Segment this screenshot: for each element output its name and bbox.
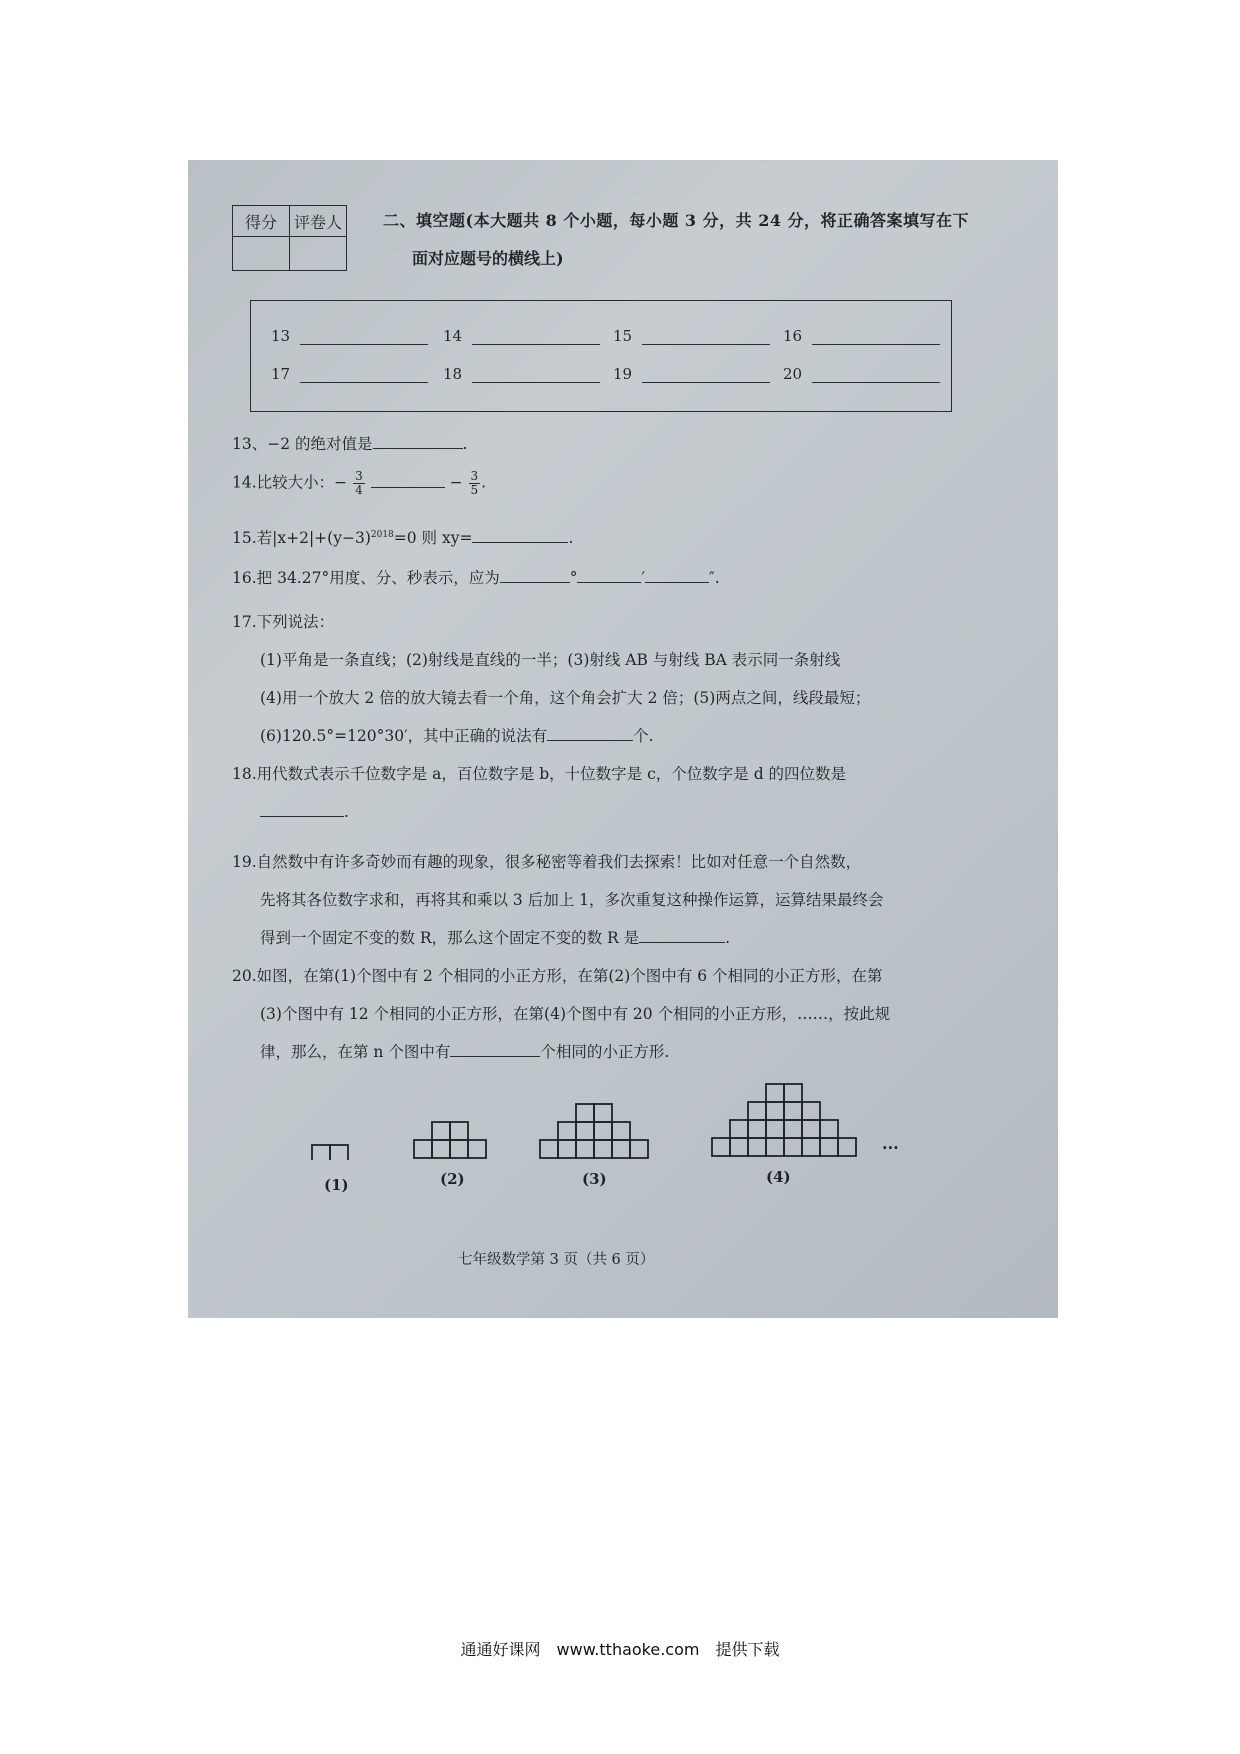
small-square [558,1122,576,1140]
question-18-line-2: . [260,800,349,821]
small-square [748,1138,766,1156]
question-13: 13、−2 的绝对值是 . [232,432,467,454]
fraction-3-4: $\frac{3}{4}$ [355,469,363,497]
answer-13: 13 [271,327,428,345]
small-square [414,1140,432,1158]
small-square [594,1140,612,1158]
figure-label-4: (4) [766,1168,791,1186]
figure-label-2: (2) [440,1170,465,1188]
small-square [312,1145,330,1160]
page-footer: 七年级数学第 3 页（共 6 页） [458,1252,655,1268]
exam-page [188,160,1058,1318]
small-square [820,1138,838,1156]
small-square [820,1120,838,1138]
small-square [802,1120,820,1138]
small-square [784,1102,802,1120]
small-square [766,1102,784,1120]
section-title-continued: 面对应题号的横线上) [412,249,564,268]
score-label: 得分 [233,206,290,237]
small-square [784,1120,802,1138]
small-square [594,1104,612,1122]
small-square [730,1120,748,1138]
question-17-line-3: (6)120.5°=120°30′，其中正确的说法有 个. [260,724,654,746]
small-square [766,1084,784,1102]
small-square [432,1122,450,1140]
question-20-line-1: 20.如图，在第(1)个图中有 2 个相同的小正方形，在第(2)个图中有 6 个相同的小正方形，在第 [232,967,883,985]
small-square [748,1102,766,1120]
question-20-line-2: (3)个图中有 12 个相同的小正方形，在第(4)个图中有 20 个相同的小正方形，……，按此规 [260,1005,891,1023]
small-square [432,1140,450,1158]
small-square [330,1145,348,1160]
question-19-line-1: 19.自然数中有许多奇妙而有趣的现象，很多秘密等着我们去探索！比如对任意一个自然数， [232,853,862,871]
small-square [450,1140,468,1158]
grader-label: 评卷人 [290,206,347,237]
fraction-3-5: $\frac{3}{5}$ [470,469,479,497]
square-pattern-figures [188,160,1058,1160]
small-square [802,1102,820,1120]
watermark-footer: 通通好课网 www.tthaoke.com 提供下载 [460,1640,780,1659]
answer-16: 16 [783,327,940,345]
question-19-line-3: 得到一个固定不变的数 R，那么这个固定不变的数 R 是 . [260,926,730,948]
figure-label-3: (3) [582,1170,607,1188]
small-square [630,1140,648,1158]
small-square [712,1138,730,1156]
small-square [612,1140,630,1158]
small-square [576,1104,594,1122]
answer-15: 15 [613,327,770,345]
small-square [468,1140,486,1158]
question-17-line-1: (1)平角是一条直线；(2)射线是直线的一半；(3)射线 AB 与射线 BA 表示同一条射线 [260,651,841,669]
small-square [576,1122,594,1140]
small-square [748,1120,766,1138]
small-square [766,1138,784,1156]
small-square [784,1084,802,1102]
answer-14: 14 [443,327,600,345]
small-square [558,1140,576,1158]
small-square [784,1138,802,1156]
small-square [766,1120,784,1138]
section-title: 二、填空题(本大题共 8 个小题，每小题 3 分，共 24 分，将正确答案填写在下 [383,211,970,230]
question-18-line-1: 18.用代数式表示千位数字是 a，百位数字是 b，十位数字是 c，个位数字是 d 的四位数是 [232,765,847,783]
question-20-line-3: 律，那么，在第 n 个图中有 个相同的小正方形. [260,1040,669,1062]
small-square [576,1140,594,1158]
figure-ellipsis: ... [882,1134,899,1153]
small-square [594,1122,612,1140]
small-square [730,1138,748,1156]
question-16: 16.把 34.27°用度、分、秒表示，应为 ° ′ ″. [232,566,720,588]
small-square [802,1138,820,1156]
answer-17: 17 [271,365,428,383]
small-square [612,1122,630,1140]
question-19-line-2: 先将其各位数字求和，再将其和乘以 3 后加上 1，多次重复这种操作运算，运算结果最终会 [260,891,884,909]
answer-19: 19 [613,365,770,383]
answer-20: 20 [783,365,940,383]
question-15: 15.若$|x+2|+(y-3)^{2018}=0$ 则 xy= . [232,526,573,548]
question-17-title: 17.下列说法： [232,613,335,631]
question-17-line-2: (4)用一个放大 2 倍的放大镜去看一个角，这个角会扩大 2 倍；(5)两点之间，线段最短； [260,689,871,707]
answer-18: 18 [443,365,600,383]
small-square [838,1138,856,1156]
small-square [450,1122,468,1140]
question-14: 14.比较大小：− $\frac{3}{4}$ − $\frac{3}{5}$ . [232,469,487,497]
figure-label-1: (1) [324,1176,349,1194]
small-square [540,1140,558,1158]
